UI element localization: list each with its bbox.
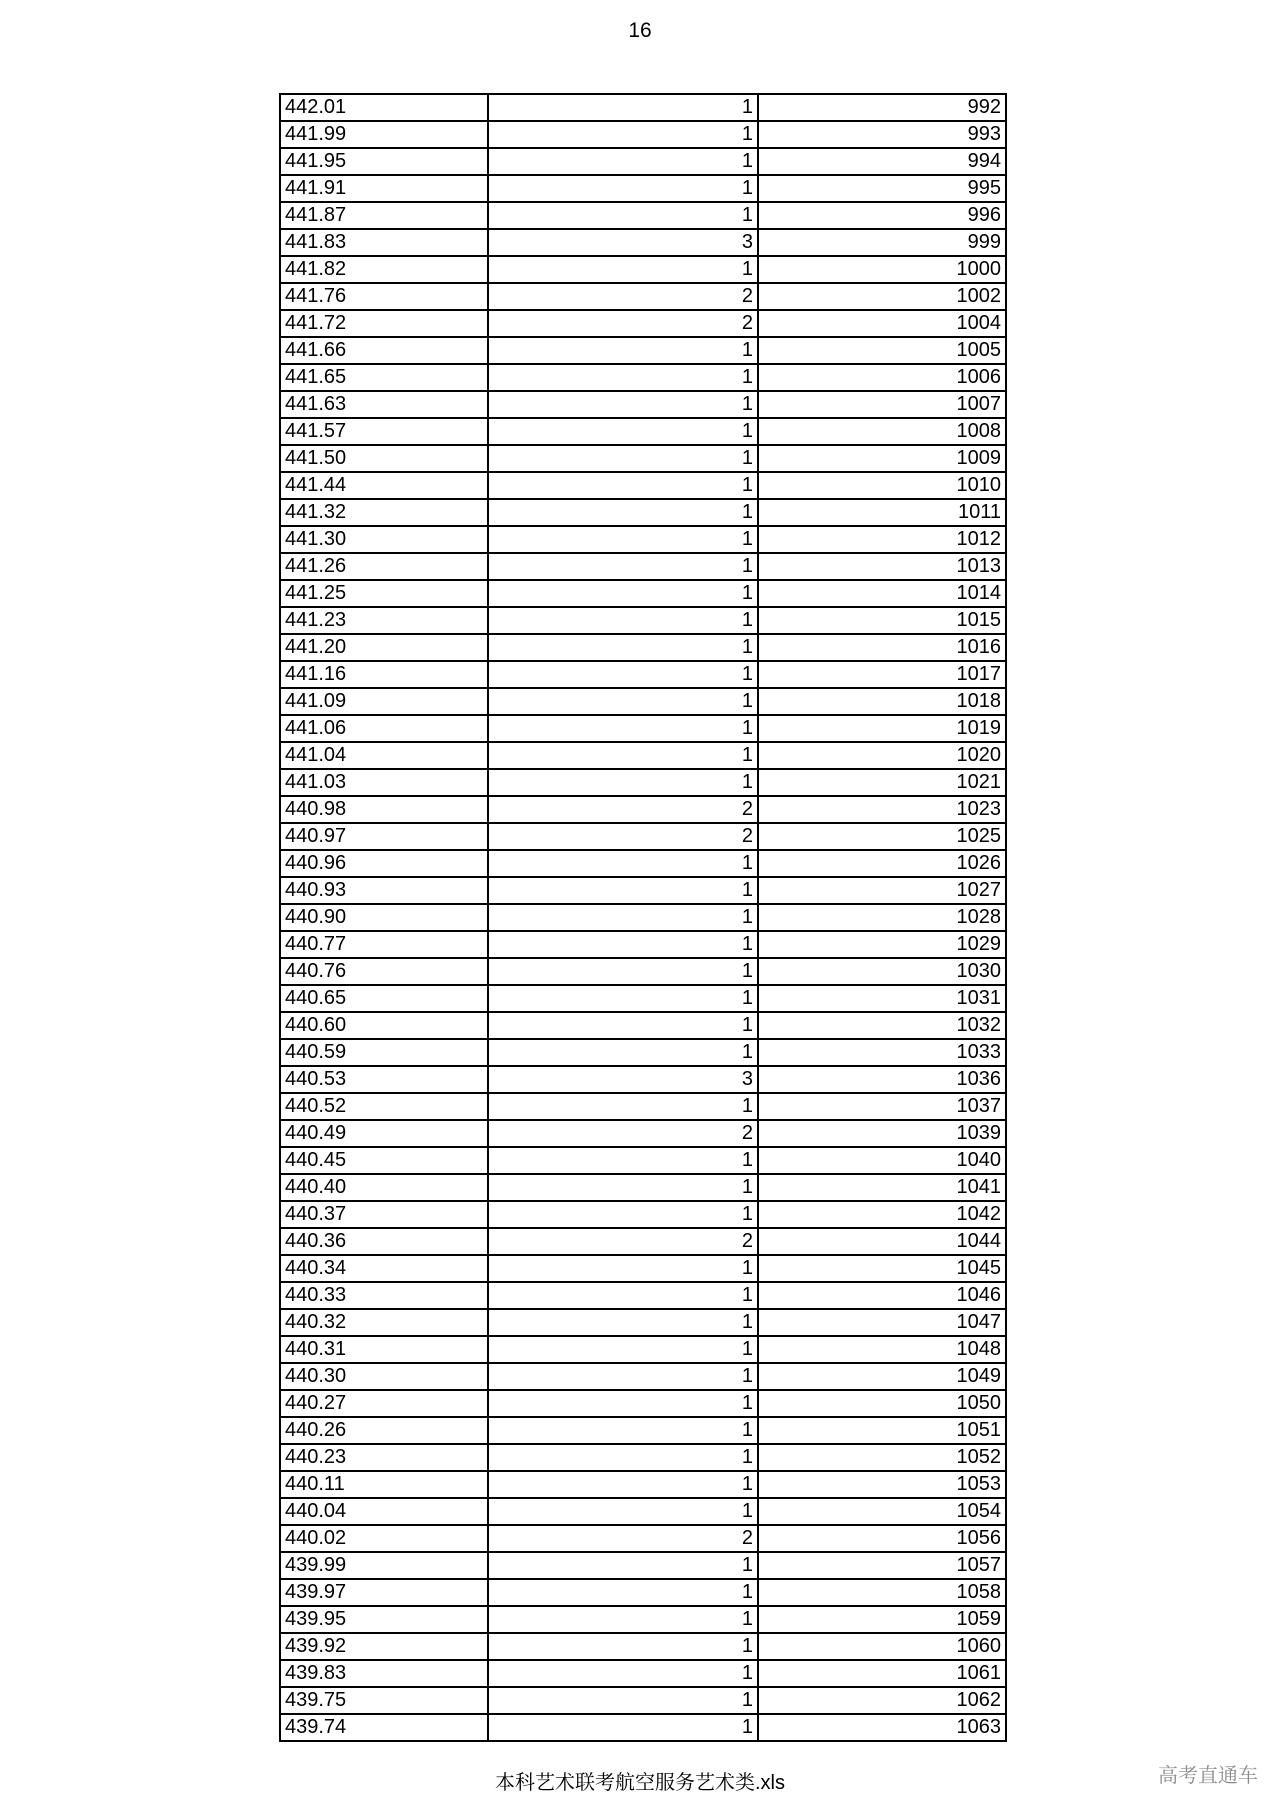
cumulative-cell: 1046 <box>758 1282 1006 1309</box>
table-row <box>280 1714 1006 1741</box>
count-cell: 3 <box>488 229 758 256</box>
count-cell: 2 <box>488 283 758 310</box>
score-cell: 440.90 <box>280 904 488 931</box>
score-cell: 441.26 <box>280 553 488 580</box>
table-row <box>280 418 1006 445</box>
table-row <box>280 796 1006 823</box>
table-row <box>280 283 1006 310</box>
table-row <box>280 877 1006 904</box>
score-cell: 441.23 <box>280 607 488 634</box>
cumulative-cell: 1013 <box>758 553 1006 580</box>
count-cell: 1 <box>488 715 758 742</box>
table-row <box>280 985 1006 1012</box>
score-cell: 441.63 <box>280 391 488 418</box>
table-row <box>280 1417 1006 1444</box>
score-cell: 441.91 <box>280 175 488 202</box>
cumulative-cell: 1045 <box>758 1255 1006 1282</box>
cumulative-cell: 1016 <box>758 634 1006 661</box>
count-cell: 2 <box>488 796 758 823</box>
count-cell: 1 <box>488 1633 758 1660</box>
cumulative-cell: 1049 <box>758 1363 1006 1390</box>
table-row <box>280 526 1006 553</box>
table-row <box>280 202 1006 229</box>
table-row <box>280 1660 1006 1687</box>
cumulative-cell: 1017 <box>758 661 1006 688</box>
score-cell: 439.95 <box>280 1606 488 1633</box>
score-cell: 440.96 <box>280 850 488 877</box>
cumulative-cell: 1039 <box>758 1120 1006 1147</box>
score-cell: 440.49 <box>280 1120 488 1147</box>
count-cell: 1 <box>488 1282 758 1309</box>
table-row <box>280 1633 1006 1660</box>
count-cell: 1 <box>488 1012 758 1039</box>
score-cell: 440.27 <box>280 1390 488 1417</box>
table-row <box>280 607 1006 634</box>
count-cell: 1 <box>488 877 758 904</box>
table-row <box>280 391 1006 418</box>
table-row <box>280 229 1006 256</box>
table-row <box>280 1255 1006 1282</box>
table-row <box>280 688 1006 715</box>
score-cell: 440.31 <box>280 1336 488 1363</box>
count-cell: 1 <box>488 607 758 634</box>
score-table <box>279 93 1007 1742</box>
count-cell: 1 <box>488 1417 758 1444</box>
score-cell: 441.72 <box>280 310 488 337</box>
cumulative-cell: 1048 <box>758 1336 1006 1363</box>
count-cell: 1 <box>488 769 758 796</box>
count-cell: 1 <box>488 1498 758 1525</box>
score-cell: 440.23 <box>280 1444 488 1471</box>
cumulative-cell: 1054 <box>758 1498 1006 1525</box>
count-cell: 1 <box>488 1363 758 1390</box>
cumulative-cell: 1000 <box>758 256 1006 283</box>
score-cell: 441.82 <box>280 256 488 283</box>
score-cell: 439.92 <box>280 1633 488 1660</box>
cumulative-cell: 1010 <box>758 472 1006 499</box>
count-cell: 1 <box>488 985 758 1012</box>
score-cell: 440.37 <box>280 1201 488 1228</box>
cumulative-cell: 1057 <box>758 1552 1006 1579</box>
score-cell: 440.32 <box>280 1309 488 1336</box>
count-cell: 2 <box>488 1525 758 1552</box>
count-cell: 1 <box>488 1309 758 1336</box>
cumulative-cell: 1031 <box>758 985 1006 1012</box>
cumulative-cell: 1029 <box>758 931 1006 958</box>
score-cell: 440.45 <box>280 1147 488 1174</box>
count-cell: 1 <box>488 1201 758 1228</box>
cumulative-cell: 1018 <box>758 688 1006 715</box>
score-cell: 440.76 <box>280 958 488 985</box>
table-row <box>280 1606 1006 1633</box>
score-cell: 440.26 <box>280 1417 488 1444</box>
cumulative-cell: 1052 <box>758 1444 1006 1471</box>
cumulative-cell: 1011 <box>758 499 1006 526</box>
count-cell: 1 <box>488 202 758 229</box>
table-row <box>280 1390 1006 1417</box>
score-table-body <box>280 94 1006 1741</box>
count-cell: 1 <box>488 1606 758 1633</box>
table-row <box>280 1066 1006 1093</box>
table-row <box>280 742 1006 769</box>
count-cell: 1 <box>488 1255 758 1282</box>
cumulative-cell: 1041 <box>758 1174 1006 1201</box>
cumulative-cell: 1040 <box>758 1147 1006 1174</box>
count-cell: 2 <box>488 823 758 850</box>
table-row <box>280 1147 1006 1174</box>
table-row <box>280 337 1006 364</box>
count-cell: 3 <box>488 1066 758 1093</box>
table-row <box>280 1579 1006 1606</box>
count-cell: 1 <box>488 1390 758 1417</box>
count-cell: 1 <box>488 256 758 283</box>
count-cell: 1 <box>488 634 758 661</box>
cumulative-cell: 1059 <box>758 1606 1006 1633</box>
score-cell: 441.25 <box>280 580 488 607</box>
score-cell: 441.65 <box>280 364 488 391</box>
score-cell: 441.32 <box>280 499 488 526</box>
watermark: 高考直通车 <box>1158 1765 1258 1787</box>
score-cell: 440.98 <box>280 796 488 823</box>
cumulative-cell: 1026 <box>758 850 1006 877</box>
score-cell: 441.99 <box>280 121 488 148</box>
score-cell: 440.33 <box>280 1282 488 1309</box>
count-cell: 1 <box>488 742 758 769</box>
cumulative-cell: 1006 <box>758 364 1006 391</box>
count-cell: 1 <box>488 148 758 175</box>
cumulative-cell: 1014 <box>758 580 1006 607</box>
table-row <box>280 1228 1006 1255</box>
table-row <box>280 850 1006 877</box>
count-cell: 1 <box>488 1336 758 1363</box>
table-row <box>280 1201 1006 1228</box>
count-cell: 1 <box>488 661 758 688</box>
count-cell: 1 <box>488 1552 758 1579</box>
table-row <box>280 1282 1006 1309</box>
cumulative-cell: 1044 <box>758 1228 1006 1255</box>
count-cell: 1 <box>488 1471 758 1498</box>
score-cell: 441.76 <box>280 283 488 310</box>
score-cell: 441.09 <box>280 688 488 715</box>
cumulative-cell: 1062 <box>758 1687 1006 1714</box>
count-cell: 1 <box>488 175 758 202</box>
count-cell: 1 <box>488 499 758 526</box>
score-cell: 440.36 <box>280 1228 488 1255</box>
score-cell: 440.93 <box>280 877 488 904</box>
table-row <box>280 364 1006 391</box>
cumulative-cell: 1056 <box>758 1525 1006 1552</box>
count-cell: 1 <box>488 391 758 418</box>
cumulative-cell: 1063 <box>758 1714 1006 1741</box>
count-cell: 1 <box>488 472 758 499</box>
page-number: 16 <box>628 19 652 42</box>
cumulative-cell: 1027 <box>758 877 1006 904</box>
count-cell: 1 <box>488 958 758 985</box>
count-cell: 1 <box>488 904 758 931</box>
table-row <box>280 1552 1006 1579</box>
cumulative-cell: 1030 <box>758 958 1006 985</box>
cumulative-cell: 1061 <box>758 1660 1006 1687</box>
cumulative-cell: 1023 <box>758 796 1006 823</box>
table-row <box>280 175 1006 202</box>
score-cell: 441.87 <box>280 202 488 229</box>
table-row <box>280 553 1006 580</box>
count-cell: 1 <box>488 526 758 553</box>
table-row <box>280 1363 1006 1390</box>
count-cell: 1 <box>488 364 758 391</box>
score-cell: 440.60 <box>280 1012 488 1039</box>
cumulative-cell: 1036 <box>758 1066 1006 1093</box>
table-row <box>280 715 1006 742</box>
table-row <box>280 1309 1006 1336</box>
footer-filename: 本科艺术联考航空服务艺术类.xls <box>495 1772 785 1794</box>
count-cell: 1 <box>488 1147 758 1174</box>
cumulative-cell: 993 <box>758 121 1006 148</box>
table-row <box>280 1039 1006 1066</box>
count-cell: 1 <box>488 1687 758 1714</box>
score-cell: 439.74 <box>280 1714 488 1741</box>
table-row <box>280 148 1006 175</box>
score-cell: 439.75 <box>280 1687 488 1714</box>
cumulative-cell: 1012 <box>758 526 1006 553</box>
cumulative-cell: 1019 <box>758 715 1006 742</box>
table-row <box>280 1093 1006 1120</box>
table-row <box>280 1174 1006 1201</box>
table-row <box>280 580 1006 607</box>
score-cell: 441.57 <box>280 418 488 445</box>
cumulative-cell: 1053 <box>758 1471 1006 1498</box>
cumulative-cell: 1007 <box>758 391 1006 418</box>
score-cell: 440.59 <box>280 1039 488 1066</box>
count-cell: 1 <box>488 94 758 121</box>
table-row <box>280 94 1006 121</box>
table-row <box>280 1525 1006 1552</box>
score-cell: 440.40 <box>280 1174 488 1201</box>
cumulative-cell: 1042 <box>758 1201 1006 1228</box>
cumulative-cell: 996 <box>758 202 1006 229</box>
cumulative-cell: 999 <box>758 229 1006 256</box>
cumulative-cell: 1009 <box>758 445 1006 472</box>
count-cell: 1 <box>488 688 758 715</box>
cumulative-cell: 1025 <box>758 823 1006 850</box>
cumulative-cell: 1002 <box>758 283 1006 310</box>
cumulative-cell: 1037 <box>758 1093 1006 1120</box>
table-row <box>280 904 1006 931</box>
score-cell: 441.20 <box>280 634 488 661</box>
table-row <box>280 1336 1006 1363</box>
count-cell: 1 <box>488 337 758 364</box>
table-row <box>280 1444 1006 1471</box>
table-row <box>280 499 1006 526</box>
table-row <box>280 1120 1006 1147</box>
cumulative-cell: 1051 <box>758 1417 1006 1444</box>
count-cell: 1 <box>488 850 758 877</box>
score-cell: 441.04 <box>280 742 488 769</box>
count-cell: 1 <box>488 580 758 607</box>
score-cell: 440.11 <box>280 1471 488 1498</box>
count-cell: 2 <box>488 1228 758 1255</box>
table-row <box>280 1498 1006 1525</box>
score-cell: 441.95 <box>280 148 488 175</box>
table-row <box>280 958 1006 985</box>
cumulative-cell: 1058 <box>758 1579 1006 1606</box>
score-cell: 442.01 <box>280 94 488 121</box>
table-row <box>280 931 1006 958</box>
table-row <box>280 823 1006 850</box>
score-cell: 441.50 <box>280 445 488 472</box>
count-cell: 1 <box>488 931 758 958</box>
count-cell: 2 <box>488 1120 758 1147</box>
cumulative-cell: 994 <box>758 148 1006 175</box>
score-cell: 439.99 <box>280 1552 488 1579</box>
cumulative-cell: 992 <box>758 94 1006 121</box>
cumulative-cell: 995 <box>758 175 1006 202</box>
score-cell: 440.30 <box>280 1363 488 1390</box>
table-row <box>280 1012 1006 1039</box>
score-cell: 440.52 <box>280 1093 488 1120</box>
score-cell: 440.97 <box>280 823 488 850</box>
table-row <box>280 121 1006 148</box>
score-cell: 440.53 <box>280 1066 488 1093</box>
cumulative-cell: 1028 <box>758 904 1006 931</box>
cumulative-cell: 1032 <box>758 1012 1006 1039</box>
score-cell: 440.02 <box>280 1525 488 1552</box>
count-cell: 1 <box>488 553 758 580</box>
table-row <box>280 1687 1006 1714</box>
score-cell: 441.06 <box>280 715 488 742</box>
cumulative-cell: 1047 <box>758 1309 1006 1336</box>
cumulative-cell: 1060 <box>758 1633 1006 1660</box>
count-cell: 1 <box>488 1660 758 1687</box>
count-cell: 1 <box>488 1714 758 1741</box>
table-row <box>280 661 1006 688</box>
cumulative-cell: 1004 <box>758 310 1006 337</box>
count-cell: 1 <box>488 1579 758 1606</box>
table-row <box>280 445 1006 472</box>
score-cell: 440.65 <box>280 985 488 1012</box>
count-cell: 1 <box>488 1444 758 1471</box>
score-cell: 439.97 <box>280 1579 488 1606</box>
score-cell: 441.30 <box>280 526 488 553</box>
score-cell: 440.04 <box>280 1498 488 1525</box>
count-cell: 1 <box>488 445 758 472</box>
cumulative-cell: 1008 <box>758 418 1006 445</box>
count-cell: 1 <box>488 1039 758 1066</box>
count-cell: 1 <box>488 418 758 445</box>
score-cell: 441.03 <box>280 769 488 796</box>
count-cell: 1 <box>488 1174 758 1201</box>
table-row <box>280 256 1006 283</box>
cumulative-cell: 1033 <box>758 1039 1006 1066</box>
score-cell: 441.44 <box>280 472 488 499</box>
table-row <box>280 634 1006 661</box>
score-cell: 441.83 <box>280 229 488 256</box>
cumulative-cell: 1050 <box>758 1390 1006 1417</box>
count-cell: 1 <box>488 121 758 148</box>
count-cell: 2 <box>488 310 758 337</box>
score-cell: 440.34 <box>280 1255 488 1282</box>
score-cell: 439.83 <box>280 1660 488 1687</box>
score-cell: 441.16 <box>280 661 488 688</box>
cumulative-cell: 1020 <box>758 742 1006 769</box>
cumulative-cell: 1005 <box>758 337 1006 364</box>
cumulative-cell: 1015 <box>758 607 1006 634</box>
count-cell: 1 <box>488 1093 758 1120</box>
table-row <box>280 310 1006 337</box>
table-row <box>280 1471 1006 1498</box>
cumulative-cell: 1021 <box>758 769 1006 796</box>
score-cell: 441.66 <box>280 337 488 364</box>
score-cell: 440.77 <box>280 931 488 958</box>
table-row <box>280 472 1006 499</box>
table-row <box>280 769 1006 796</box>
